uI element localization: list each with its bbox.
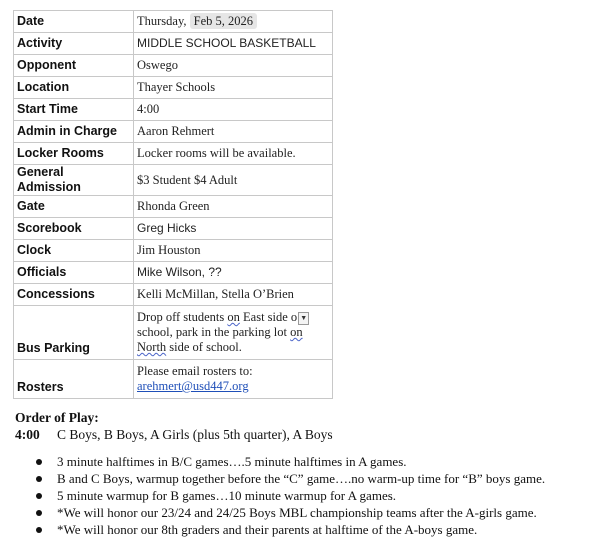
- bullet-icon: [36, 476, 42, 482]
- row-value: Greg Hicks: [134, 218, 333, 240]
- row-key: General Admission: [14, 165, 134, 196]
- table-row: [14, 284, 333, 306]
- bullet-icon: [36, 527, 42, 533]
- row-value: Mike Wilson, ??: [134, 262, 333, 284]
- date-field[interactable]: Feb 5, 2026: [190, 13, 257, 29]
- note-text: 3 minute halftimes in B/C games….5 minute halftimes in A games.: [57, 454, 407, 469]
- order-of-play-heading: Order of Play:: [15, 410, 99, 425]
- table-row: [14, 11, 333, 33]
- table-row: [14, 360, 333, 399]
- row-value: Rhonda Green: [134, 196, 333, 218]
- row-key: Concessions: [14, 284, 134, 306]
- table-row: [14, 306, 333, 360]
- table-row: [14, 99, 333, 121]
- row-value-bus-parking: [134, 306, 333, 360]
- date-weekday: Thursday,: [137, 14, 187, 28]
- bus-text: school, park in the parking lot: [137, 325, 291, 339]
- spelling-flag: North: [137, 340, 167, 354]
- bus-text: Drop off students: [137, 310, 228, 324]
- list-item: [15, 521, 605, 538]
- table-row: [14, 165, 333, 196]
- row-key: Clock: [14, 240, 134, 262]
- rosters-instruction: Please email rosters to:: [137, 364, 253, 378]
- bus-text: side of school.: [166, 340, 242, 354]
- row-key: Location: [14, 77, 134, 99]
- game-order-line: [15, 426, 605, 443]
- table-row: [14, 55, 333, 77]
- start-time: 4:00: [15, 427, 40, 442]
- bullet-icon: [36, 510, 42, 516]
- row-value: MIDDLE SCHOOL BASKETBALL: [134, 33, 333, 55]
- table-row: [14, 77, 333, 99]
- row-value: Jim Houston: [134, 240, 333, 262]
- game-order: C Boys, B Boys, A Girls (plus 5th quarter), A Boys: [57, 427, 333, 442]
- row-key: Scorebook: [14, 218, 134, 240]
- bullet-icon: [36, 459, 42, 465]
- row-value-rosters: [134, 360, 333, 399]
- row-key: Locker Rooms: [14, 143, 134, 165]
- list-item: [15, 470, 605, 487]
- note-text: 5 minute warmup for B games…10 minute warmup for A games.: [57, 488, 397, 503]
- row-value-date: [134, 11, 333, 33]
- row-key: Activity: [14, 33, 134, 55]
- row-value: Locker rooms will be available.: [134, 143, 333, 165]
- row-key-bus-parking: Bus Parking: [14, 306, 134, 360]
- row-value: Aaron Rehmert: [134, 121, 333, 143]
- email-link[interactable]: arehmert@usd447.org: [137, 379, 249, 393]
- row-key-rosters: Rosters: [14, 360, 134, 399]
- row-value: $3 Student $4 Adult: [134, 165, 333, 196]
- row-key: Officials: [14, 262, 134, 284]
- row-value: Kelli McMillan, Stella O’Brien: [134, 284, 333, 306]
- table-row: [14, 121, 333, 143]
- row-value: 4:00: [134, 99, 333, 121]
- table-row: [14, 196, 333, 218]
- row-key: Start Time: [14, 99, 134, 121]
- table-row: [14, 240, 333, 262]
- row-key: Admin in Charge: [14, 121, 134, 143]
- table-row: [14, 143, 333, 165]
- order-of-play-section: [15, 409, 605, 538]
- list-item: [15, 487, 605, 504]
- bus-text: East side o: [239, 310, 298, 324]
- table-row: [14, 33, 333, 55]
- note-text: *We will honor our 8th graders and their parents at halftime of the A-boys game.: [57, 522, 478, 537]
- spelling-flag: on: [227, 310, 240, 324]
- note-text: B and C Boys, warmup together before the “C” game….no warm-up time for “B” boys game.: [57, 471, 546, 486]
- event-info-table: [13, 10, 333, 399]
- table-row: [14, 218, 333, 240]
- row-value: Oswego: [134, 55, 333, 77]
- list-item: [15, 453, 605, 470]
- row-key: Gate: [14, 196, 134, 218]
- row-key-date: Date: [14, 11, 134, 33]
- bullet-icon: [36, 493, 42, 499]
- table-row: [14, 262, 333, 284]
- row-key: Opponent: [14, 55, 134, 77]
- note-text: *We will honor our 23/24 and 24/25 Boys MBL championship teams after the A-girls game.: [57, 505, 537, 520]
- notes-list: [15, 453, 605, 538]
- list-item: [15, 504, 605, 521]
- spelling-flag: on: [290, 325, 303, 339]
- row-value: Thayer Schools: [134, 77, 333, 99]
- chevron-down-icon[interactable]: ▼: [298, 312, 309, 325]
